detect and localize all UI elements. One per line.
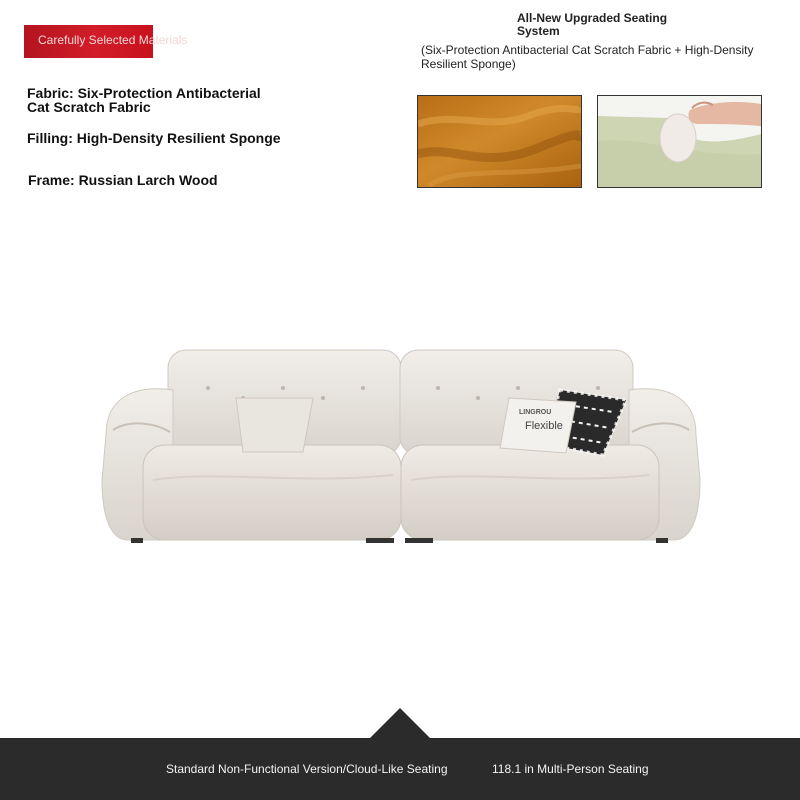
version-label: Standard Non-Functional Version/Cloud-Like Seating — [166, 762, 448, 776]
size-label: 118.1 in Multi-Person Seating — [492, 762, 649, 776]
pillow-brand-label: LINGROU — [519, 409, 552, 416]
sponge-demo-image — [597, 95, 762, 188]
fabric-spec: Fabric: Six-Protection Antibacterial Cat Scratch Fabric — [27, 85, 261, 115]
seating-system-description: (Six-Protection Antibacterial Cat Scratch Fabric + High-Density Resilient Sponge) — [421, 43, 754, 71]
frame-spec: Frame: Russian Larch Wood — [28, 172, 218, 188]
sofa-image — [98, 340, 704, 550]
pillow-text: Flexible — [525, 420, 563, 432]
fabric-swatch-image — [417, 95, 582, 188]
filling-spec: Filling: High-Density Resilient Sponge — [27, 130, 281, 146]
footer-pointer-triangle — [369, 708, 431, 739]
seating-system-title: All-New Upgraded Seating System — [517, 11, 668, 38]
materials-badge-label: Carefully Selected Materials — [38, 33, 188, 47]
